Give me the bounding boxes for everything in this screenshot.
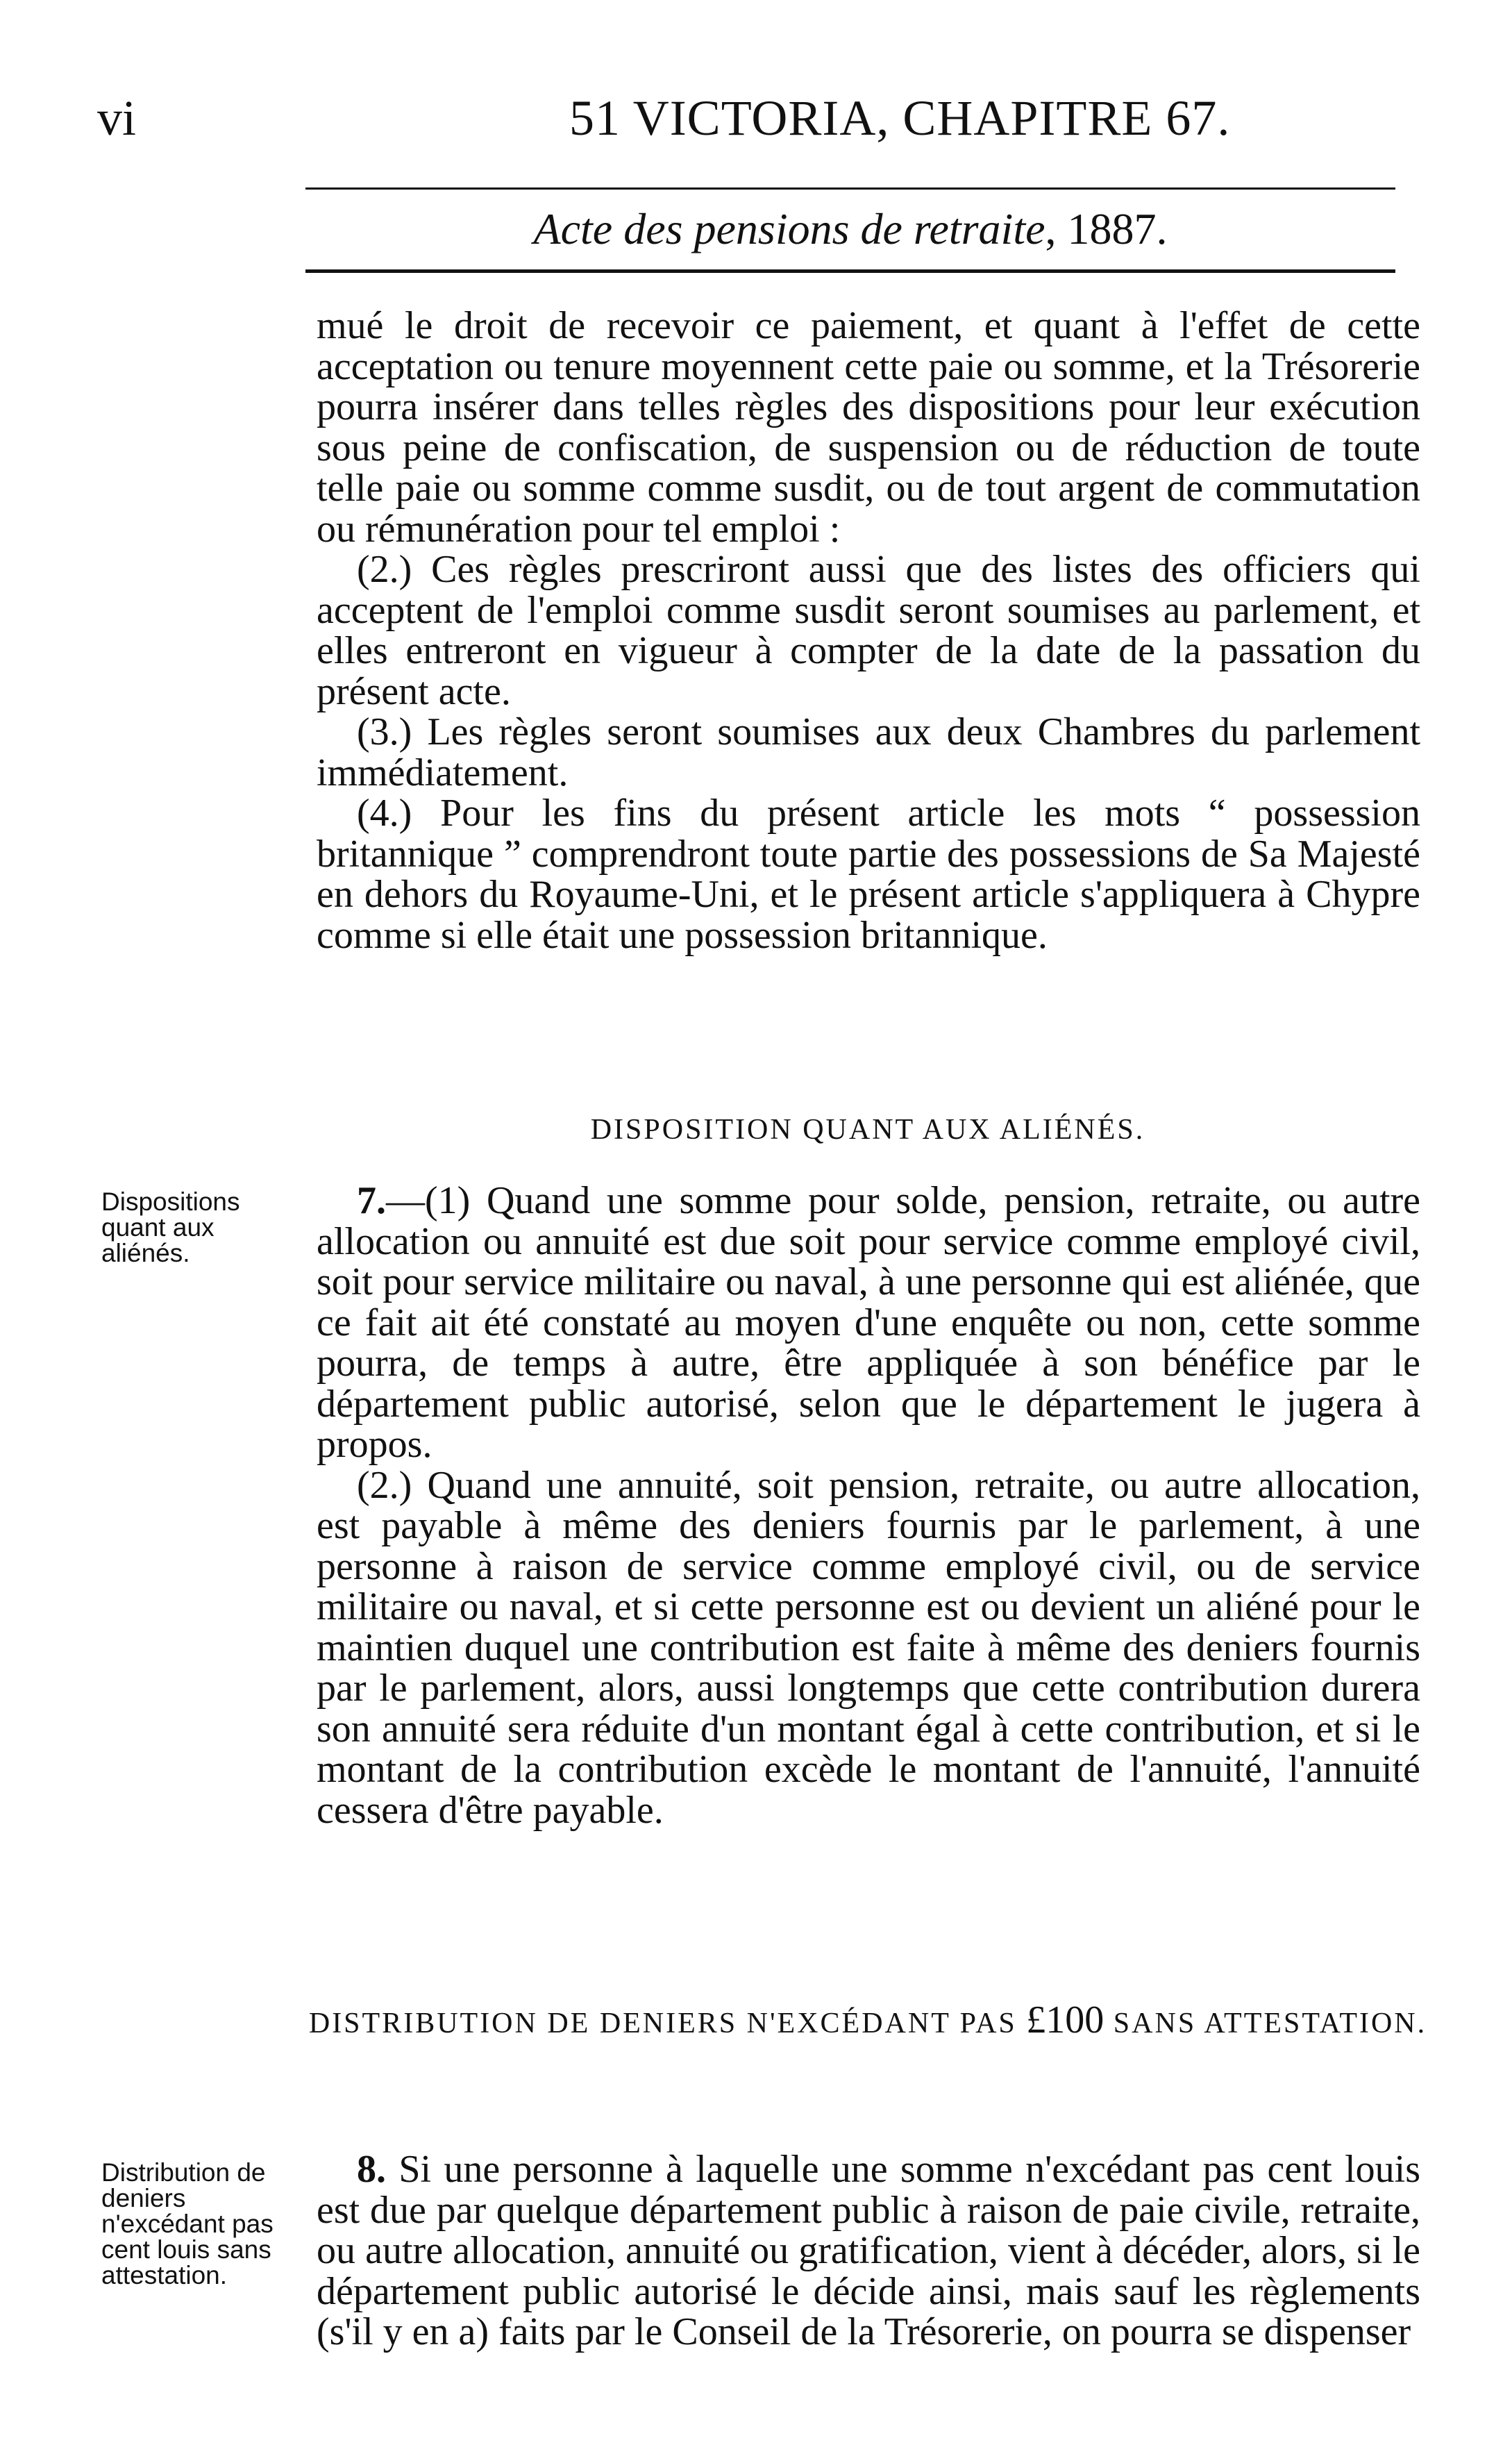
- section-8-paragraph-1-text: Si une personne à laquelle une somme n'excédant pas cent louis est due par quelque département public à raison de paie civile, retraite, ou autre allocation, annuité ou gratification, vient à décéder, alors, si le département public autorisé le décide ainsi, mais sauf les règlements (s'il y en a) faits par le Conseil de la Trésorerie, on pourra se dispenser: [317, 2148, 1420, 2353]
- section-7-heading: DISPOSITION QUANT AUX ALIÉNÉS.: [590, 1114, 1145, 1146]
- section-7-paragraph-1: [317, 1180, 1420, 1465]
- act-subtitle: [305, 201, 1395, 257]
- section-8-text: [317, 2149, 1420, 2353]
- section-7-margin-note: Dispositions quant aux aliénés.: [101, 1187, 240, 1267]
- act-year: , 1887.: [1045, 204, 1168, 253]
- section-7-paragraph-1-text: —(1) Quand une somme pour solde, pension, retraite, ou autre allocation ou annuité est due soit pour service comme employé civil, soit pour service militaire ou naval, à une personne qui est aliénée, que ce fait ait été constaté au moyen d'une enquête ou non, cette somme pourra, de temps à autre, être appliquée à son bénéfice par le département public autorisé, selon que le département le jugera à propos.: [317, 1179, 1420, 1466]
- section-8-paragraph-1: [317, 2149, 1420, 2353]
- section-8-heading-part-1: DISTRIBUTION DE DENIERS N'EXCÉDANT PAS: [308, 2008, 1017, 2039]
- continuation-paragraph: mué le droit de recevoir ce paiement, et quant à l'effet de cette acceptation ou tenure moyennent cette paie ou somme, et la Trésorerie pourra insérer dans telles règles des dispositions pour leur exécution sous peine de confiscation, de suspension ou de réduction de toute telle paie ou somme comme susdit, ou de tout argent de commutation ou rémunération pour tel emploi :: [317, 304, 1420, 551]
- section-8-margin-note: Distribution de deniers n'excédant pas cent louis sans attestation.: [101, 2158, 274, 2289]
- section-8-heading-amount: £100: [1026, 1998, 1104, 2042]
- section-8-number: 8.: [357, 2148, 386, 2191]
- act-title: Acte des pensions de retraite: [533, 204, 1045, 253]
- subsection-3: (3.) Les règles seront soumises aux deux Chambres du parlement immédiatement.: [317, 710, 1420, 794]
- section-8-heading: [305, 2000, 1430, 2044]
- header-rule-top: [305, 187, 1395, 190]
- section-7-number: 7.: [357, 1179, 386, 1222]
- page-header: [0, 0, 1512, 160]
- continuation-text: [317, 306, 1420, 956]
- header-rule-bottom: [305, 269, 1395, 273]
- running-head: 51 VICTORIA, CHAPITRE 67.: [569, 90, 1231, 146]
- section-8-heading-part-2: SANS ATTESTATION.: [1113, 2008, 1427, 2039]
- subsection-4: (4.) Pour les fins du présent article les mots “ possession britannique ” comprendront toute partie des possessions de Sa Majesté en dehors du Royaume-Uni, et le présent article s'appliquera à Chypre comme si elle était une possession britannique.: [317, 792, 1420, 957]
- section-7-text: [317, 1180, 1420, 1830]
- subsection-2: (2.) Ces règles prescriront aussi que des listes des officiers qui acceptent de l'emploi comme susdit seront soumises au parlement, et elles entreront en vigueur à compter de la date de la passation du présent acte.: [317, 548, 1420, 713]
- section-7-paragraph-2: (2.) Quand une annuité, soit pension, retraite, ou autre allocation, est payable à même des deniers fournis par le parlement, à une personne à raison de service comme employé civil, ou de service militaire ou naval, et si cette personne est ou devient un aliéné pour le maintien duquel une contribution est faite à même des deniers fournis par le parlement, alors, aussi longtemps que cette contribution durera son annuité sera réduite d'un montant égal à cette contribution, et si le montant de la contribution excède le montant de l'annuité, l'annuité cessera d'être payable.: [317, 1463, 1420, 1832]
- folio: vi: [97, 90, 137, 146]
